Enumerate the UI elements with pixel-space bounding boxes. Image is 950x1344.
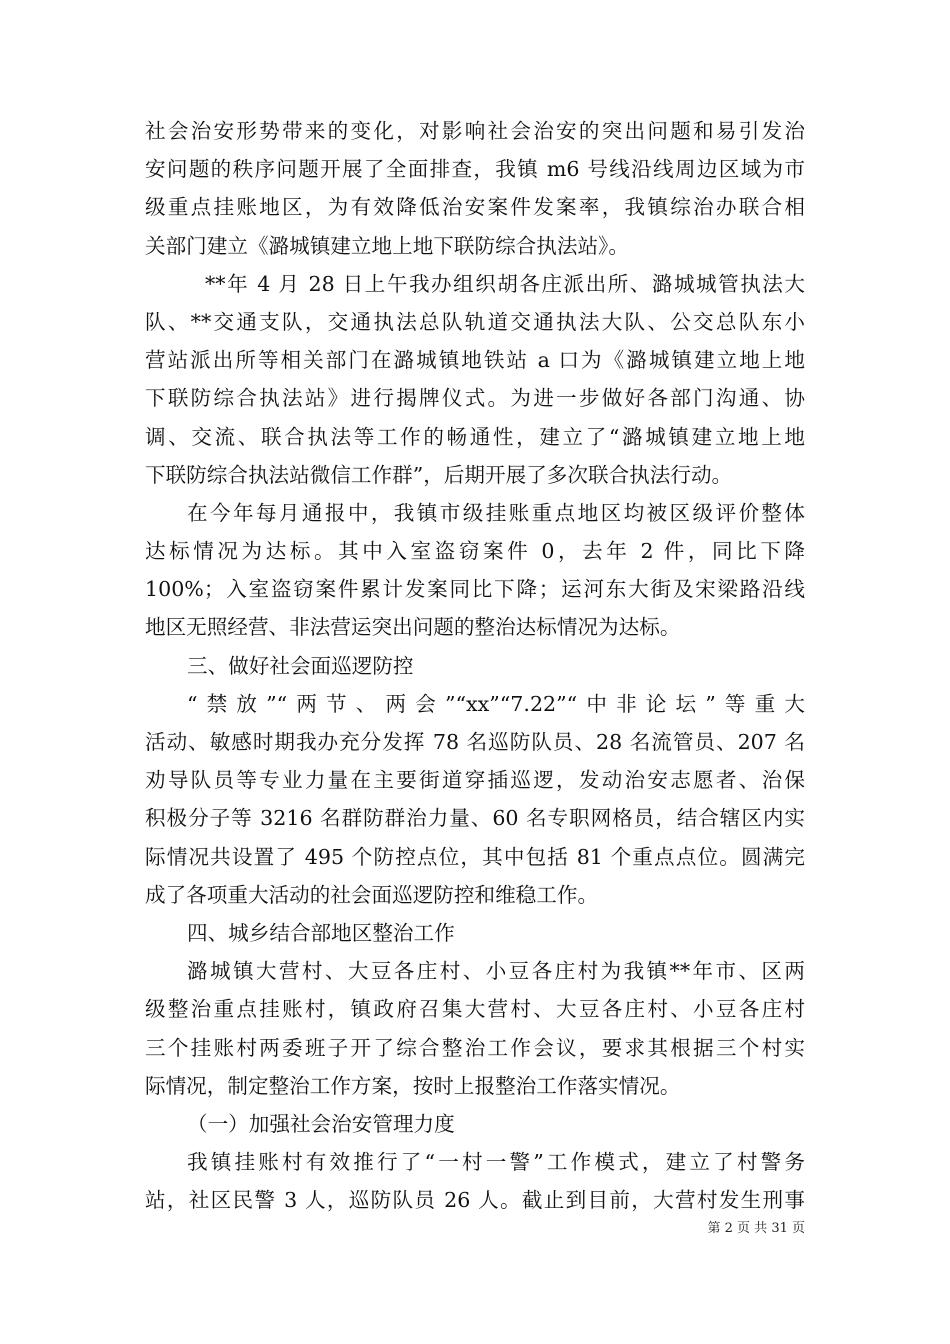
section-heading: 三、做好社会面巡逻防控 bbox=[187, 653, 414, 678]
page-number: 第 2 页 共 31 页 bbox=[707, 1221, 805, 1236]
text-line: 活动、敏感时期我办充分发挥 78 名巡防队员、28 名流管员、207 名 bbox=[145, 730, 805, 754]
text-line: 达标情况为达标。其中入室盗窃案件 0，去年 2 件，同比下降 bbox=[145, 539, 805, 564]
text-line: 关部门建立《潞城镇建立地上地下联防综合执法站》。 bbox=[145, 233, 629, 258]
text-line: 地区无照经营、非法营运突出问题的整治达标情况为达标。 bbox=[145, 615, 681, 640]
text-line: 安问题的秩序问题开展了全面排查，我镇 m6 号线沿线周边区域为市 bbox=[145, 157, 805, 182]
paragraph-start-line: “禁放”“两节、两会”“xx”“7.22”“中非论坛”等重大 bbox=[187, 691, 805, 716]
text-line: 级重点挂账地区，为有效降低治安案件发案率，我镇综治办联合相 bbox=[145, 195, 805, 220]
text-line: 站，社区民警 3 人，巡防队员 26 人。截止到目前，大营村发生刑事 bbox=[145, 1188, 805, 1213]
paragraph-start-line: **年 4 月 28 日上午我办组织胡各庄派出所、潞城城管执法大 bbox=[205, 271, 805, 296]
text-line: 调、交流、联合执法等工作的畅通性，建立了“潞城镇建立地上地 bbox=[145, 424, 805, 449]
text-line: 成了各项重大活动的社会面巡逻防控和维稳工作。 bbox=[145, 882, 599, 907]
text-line: 级整治重点挂账村，镇政府召集大营村、大豆各庄村、小豆各庄村 bbox=[145, 997, 805, 1022]
text-line: 下联防综合执法站微信工作群”，后期开展了多次联合执法行动。 bbox=[145, 462, 733, 487]
text-line: 下联防综合执法站》进行揭牌仪式。为进一步做好各部门沟通、协 bbox=[145, 386, 805, 411]
text-line: 营站派出所等相关部门在潞城镇地铁站 a 口为《潞城镇建立地上地 bbox=[145, 348, 805, 373]
section-heading: 四、城乡结合部地区整治工作 bbox=[187, 920, 455, 945]
document-body bbox=[145, 112, 805, 1219]
subsection-heading: （一）加强社会治安管理力度 bbox=[187, 1111, 455, 1136]
paragraph-start-line: 潞城镇大营村、大豆各庄村、小豆各庄村为我镇**年市、区两 bbox=[187, 959, 805, 984]
paragraph-start-line: 在今年每月通报中，我镇市级挂账重点地区均被区级评价整体 bbox=[187, 500, 805, 525]
text-line: 队、**交通支队，交通执法总队轨道交通执法大队、公交总队东小 bbox=[145, 309, 805, 334]
text-line: 劝导队员等专业力量在主要街道穿插巡逻，发动治安志愿者、治保 bbox=[145, 768, 805, 793]
text-line: 际情况，制定整治工作方案，按时上报整治工作落实情况。 bbox=[145, 1073, 681, 1098]
text-line: 100%；入室盗窃案件累计发案同比下降；运河东大街及宋梁路沿线 bbox=[145, 577, 805, 602]
text-line: 三个挂账村两委班子开了综合整治工作会议，要求其根据三个村实 bbox=[145, 1035, 805, 1060]
text-line: 积极分子等 3216 名群防群治力量、60 名专职网格员，结合辖区内实 bbox=[145, 806, 805, 831]
text-line: 际情况共设置了 495 个防控点位，其中包括 81 个重点点位。圆满完 bbox=[145, 844, 805, 869]
text-line: 社会治安形势带来的变化，对影响社会治安的突出问题和易引发治 bbox=[145, 119, 805, 143]
paragraph-start-line: 我镇挂账村有效推行了“一村一警”工作模式，建立了村警务 bbox=[187, 1150, 805, 1175]
